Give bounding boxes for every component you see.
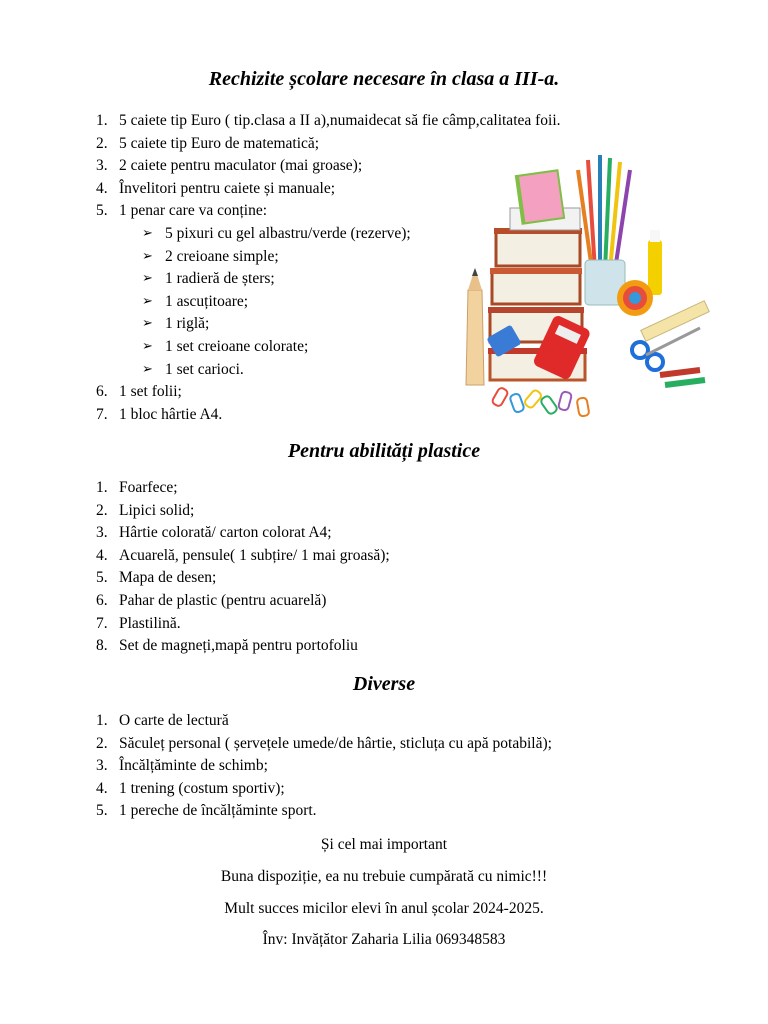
list-item: 6. 1 set folii; (96, 383, 182, 401)
teacher-signature-line: Înv: Invățător Zaharia Lilia 069348583 (262, 931, 506, 948)
arrow-bullet-icon: ➢ (142, 271, 153, 287)
paper-clips-icon (491, 387, 589, 417)
list-item: 2. Lipici solid; (96, 501, 195, 519)
sublist-item: ➢ 1 riglă; (139, 313, 561, 336)
sublist-item: ➢ 1 radieră de șters; (139, 268, 561, 291)
list-item: 1. O carte de lectură (96, 712, 229, 729)
ruler-icon (641, 301, 710, 341)
list-item: 1. Foarfece; (96, 479, 178, 496)
arrow-bullet-icon: ➢ (142, 316, 153, 332)
list-item: 8. Set de magneți,mapă pentru portofoliu (96, 637, 358, 655)
arts-list (96, 477, 390, 658)
arrow-bullet-icon: ➢ (142, 225, 153, 241)
misc-list (96, 710, 552, 823)
list-item: 2. Săculeț personal ( șervețele umede/de hârtie, sticluța cu apă potabilă); (96, 734, 552, 752)
sublist-item: ➢ 1 ascuțitoare; (139, 291, 561, 314)
pencil-icon (466, 268, 484, 385)
arrow-bullet-icon: ➢ (142, 248, 153, 264)
closing-line: Buna dispoziție, ea nu trebuie cumpărată cu nimic!!! (220, 868, 548, 885)
sublist-item: ➢ 2 creioane simple; (139, 246, 561, 269)
list-item: 3. Hârtie colorată/ carton colorat A4; (96, 524, 332, 542)
list-item: 5. 1 pereche de încălțăminte sport. (96, 802, 317, 820)
closing-line: Mult succes micilor elevi în anul școlar 2024-2025. (224, 900, 544, 917)
list-item: 5. Mapa de desen; (96, 569, 217, 587)
list-item: 1. 5 caiete tip Euro ( tip.clasa a II a),numaidecat să fie câmp,calitatea foii. (96, 112, 561, 129)
sublist-item: ➢ 1 set creioane colorate; (139, 336, 561, 359)
list-item: 4. Învelitori pentru caiete și manuale; (96, 179, 336, 197)
arrow-bullet-icon: ➢ (142, 338, 153, 354)
list-item: 6. Pahar de plastic (pentru acuarelă) (96, 591, 327, 609)
title-arts: Pentru abilități plastice (287, 440, 481, 462)
arrow-bullet-icon: ➢ (142, 361, 153, 377)
marker-icon (660, 370, 700, 375)
list-item: 7. Plastilină. (96, 614, 181, 632)
marker-icon (665, 380, 705, 385)
sublist-item: ➢ 5 pixuri cu gel albastru/verde (rezerve); (139, 223, 561, 246)
list-item: 3. 2 caiete pentru maculator (mai groase); (96, 157, 363, 175)
school-supplies-icon (460, 150, 710, 425)
list-item: 4. Acuarelă, pensule( 1 subțire/ 1 mai groasă); (96, 546, 390, 564)
list-item: 4. 1 trening (costum sportiv); (96, 779, 285, 797)
pencil-cup-icon (578, 155, 630, 305)
sublist-item: ➢ 1 set carioci. (139, 359, 561, 382)
closing-line: Și cel mai important (320, 836, 448, 853)
list-item: 3. Încălțăminte de schimb; (96, 757, 268, 775)
arrow-bullet-icon: ➢ (142, 293, 153, 309)
notepad-icon (515, 169, 566, 225)
title-main: Rechizite școlare necesare în clasa a III-a. (208, 68, 560, 90)
title-misc: Diverse (352, 673, 416, 695)
list-item: 5. 1 penar care va conține: ➢ 5 pixuri cu gel albastru/verde (rezerve); ➢ 2 creioane simple; ➢ 1 radieră de șters; ➢ 1 ascuțitoare; ➢ 1 riglă; ➢ 1 set creioane colorate; ➢ 1 set carioci. (96, 200, 561, 381)
list-item: 2. 5 caiete tip Euro de matematică; (96, 134, 320, 152)
list-item: 7. 1 bloc hârtie A4. (96, 405, 223, 423)
